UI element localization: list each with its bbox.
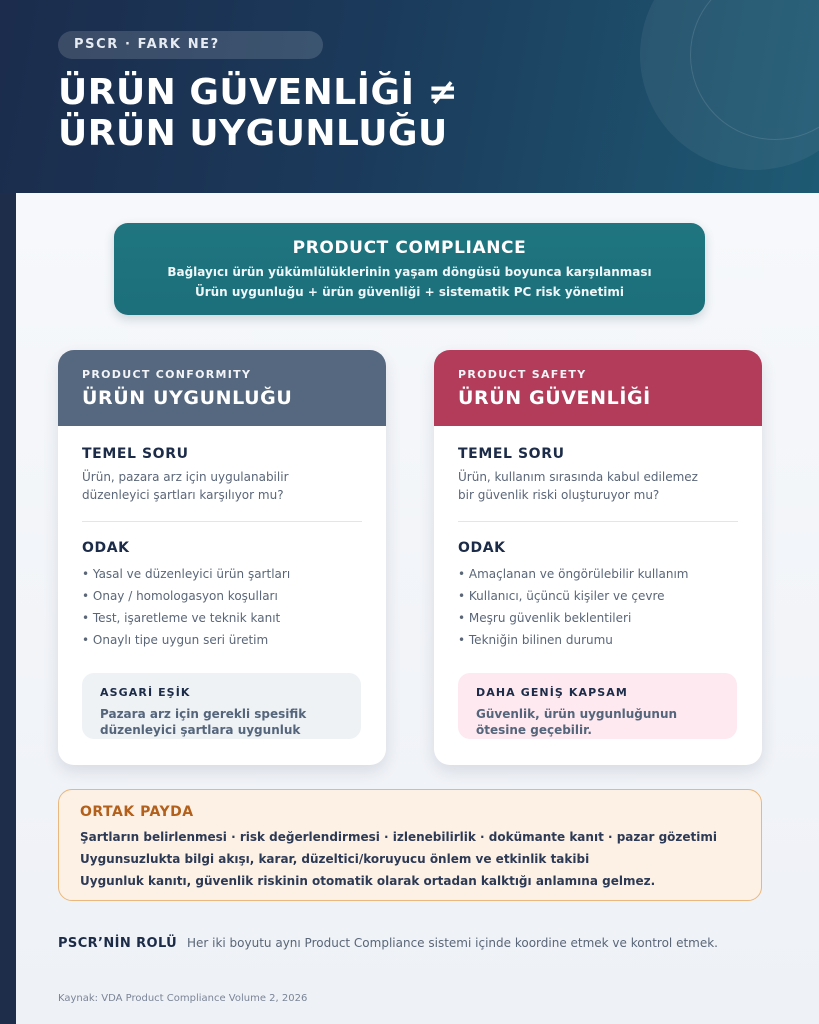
- conformity-card-body: [58, 426, 386, 651]
- safety-callout-line-1: Güvenlik, ürün uygunluğunun: [476, 707, 678, 721]
- list-item: • Meşru güvenlik beklentileri: [458, 611, 632, 625]
- conformity-callout-line-1: Pazara arz için gerekli spesifik: [100, 707, 307, 721]
- list-item: • Kullanıcı, üçüncü kişiler ve çevre: [458, 589, 665, 603]
- conformity-card-header: [58, 350, 386, 426]
- safety-callout: [458, 673, 737, 739]
- list-item: • Onay / homologasyon koşulları: [82, 589, 278, 603]
- common-ground-line-2: Uygunsuzlukta bilgi akışı, karar, düzeltici/koruyucu önlem ve etkinlik takibi: [80, 852, 590, 866]
- safety-callout-title: DAHA GENİŞ KAPSAM: [476, 686, 628, 699]
- common-ground-line-3: Uygunluk kanıtı, güvenlik riskinin otomatik olarak ortadan kalktığı anlamına gelmez.: [80, 874, 656, 888]
- conformity-question-title: TEMEL SORU: [82, 446, 189, 462]
- conformity-card: [58, 350, 386, 765]
- product-compliance-line-2: Ürün uygunluğu + ürün güvenliği + sistematik PC risk yönetimi: [194, 285, 625, 299]
- conformity-callout-text: [100, 706, 361, 738]
- conformity-kicker: PRODUCT CONFORMITY: [82, 368, 252, 381]
- safety-question-line-2: bir güvenlik riski oluşturuyor mu?: [458, 488, 660, 502]
- list-item: • Tekniğin bilinen durumu: [458, 633, 613, 647]
- safety-card: [434, 350, 762, 765]
- divider: [82, 521, 362, 522]
- conformity-question: [82, 468, 362, 504]
- conformity-focus-list: [82, 563, 362, 651]
- section-tag: PSCR · FARK NE?: [58, 31, 323, 59]
- product-compliance-line-1: Bağlayıcı ürün yükümlülüklerinin yaşam döngüsü boyunca karşılanması: [167, 265, 652, 279]
- conformity-question-line-1: Ürün, pazara arz için uygulanabilir: [82, 470, 289, 484]
- safety-title: ÜRÜN GÜVENLİĞİ: [458, 387, 651, 409]
- page-title-line-1: ÜRÜN GÜVENLİĞİ ≠: [58, 72, 459, 113]
- page-title: [58, 72, 658, 154]
- safety-callout-line-2: ötesine geçebilir.: [476, 723, 592, 737]
- safety-card-body: [434, 426, 762, 651]
- common-ground-title: ORTAK PAYDA: [80, 804, 194, 820]
- divider: [458, 521, 738, 522]
- safety-focus-list: [458, 563, 738, 651]
- left-accent-strip: [0, 193, 16, 1024]
- conformity-callout: [82, 673, 361, 739]
- conformity-focus-title: ODAK: [82, 540, 130, 556]
- list-item: • Onaylı tipe uygun seri üretim: [82, 633, 269, 647]
- safety-question-line-1: Ürün, kullanım sırasında kabul edilemez: [458, 470, 698, 484]
- conformity-callout-line-2: düzenleyici şartlara uygunluk: [100, 723, 301, 737]
- conformity-question-line-2: düzenleyici şartları karşılıyor mu?: [82, 488, 284, 502]
- safety-question: [458, 468, 738, 504]
- source-note: Kaynak: VDA Product Compliance Volume 2, 2026: [58, 993, 308, 1004]
- common-ground-box: [58, 789, 762, 901]
- safety-kicker: PRODUCT SAFETY: [458, 368, 587, 381]
- safety-question-title: TEMEL SORU: [458, 446, 565, 462]
- conformity-title: ÜRÜN UYGUNLUĞU: [82, 387, 293, 409]
- common-ground-line-1: Şartların belirlenmesi · risk değerlendirmesi · izlenebilirlik · dokümante kanıt · pazar gözetimi: [80, 830, 718, 844]
- list-item: • Amaçlanan ve öngörülebilir kullanım: [458, 567, 689, 581]
- safety-card-header: [434, 350, 762, 426]
- list-item: • Test, işaretleme ve teknik kanıt: [82, 611, 281, 625]
- product-compliance-box: [114, 223, 705, 315]
- list-item: • Yasal ve düzenleyici ürün şartları: [82, 567, 291, 581]
- pscr-role: [58, 936, 778, 951]
- product-compliance-title: PRODUCT COMPLIANCE: [292, 238, 527, 258]
- safety-callout-text: [476, 706, 737, 738]
- pscr-role-label: PSCR’NİN ROLÜ: [58, 936, 178, 951]
- conformity-callout-title: ASGARİ EŞİK: [100, 686, 191, 699]
- safety-focus-title: ODAK: [458, 540, 506, 556]
- page-title-line-2: ÜRÜN UYGUNLUĞU: [58, 113, 448, 154]
- header-banner: [0, 0, 819, 193]
- pscr-role-text: Her iki boyutu aynı Product Compliance sistemi içinde koordine etmek ve kontrol etmek.: [186, 936, 718, 950]
